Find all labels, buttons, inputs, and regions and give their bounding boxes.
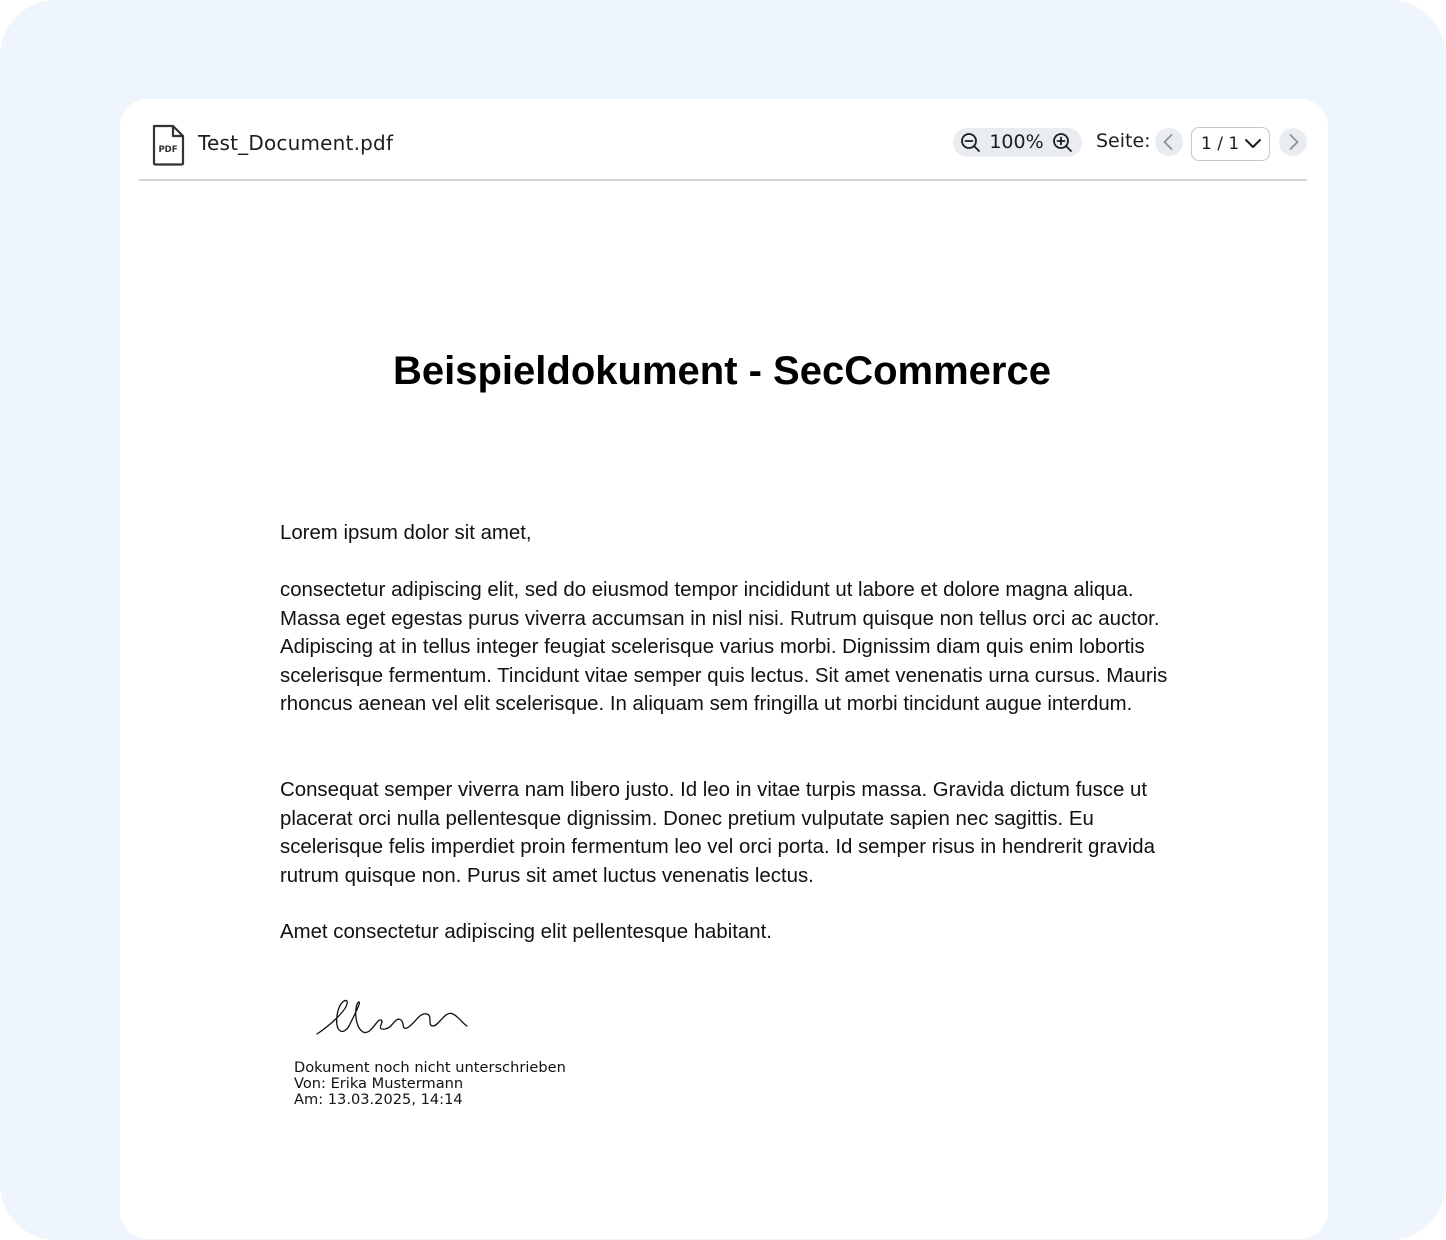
document-greeting: Lorem ipsum dolor sit amet, [280, 522, 532, 544]
handwritten-signature [315, 996, 475, 1041]
document-paragraph-2: Consequat semper viverra nam libero justo. Id leo in vitae turpis massa. Gravida dictum fusce ut placerat orci nulla pellentesque dignissim. Donec pretium vulputate sapien nec sagittis. Eu scelerisque felis imperdiet proin fermentum leo vel orci porta. Id semper risus in hendrerit gravida rutrum quisque non. Purus sit amet luctus venenatis lectus. [280, 779, 1155, 887]
chevron-left-icon [1155, 128, 1183, 156]
signature-date: Am: 13.03.2025, 14:14 [294, 1091, 463, 1108]
viewer-toolbar [139, 99, 1307, 181]
next-page-button[interactable] [1279, 128, 1307, 156]
document-title: Beispieldokument - SecCommerce [393, 349, 1051, 393]
pdf-file-icon [151, 124, 185, 166]
page-select[interactable] [1191, 127, 1270, 161]
previous-page-button[interactable] [1155, 128, 1183, 156]
file-name: Test_Document.pdf [198, 131, 394, 155]
signature-signer: Von: Erika Mustermann [294, 1075, 464, 1092]
zoom-control [953, 128, 1082, 157]
zoom-in-icon[interactable] [1051, 131, 1075, 155]
pdf-viewer [120, 99, 1328, 1239]
page-label: Seite: [1096, 130, 1151, 152]
chevron-down-icon [1244, 136, 1262, 150]
document-paragraph-1: consectetur adipiscing elit, sed do eiusmod tempor incididunt ut labore et dolore magna aliqua. Massa eget egestas purus viverra accumsan in nisl nisi. Rutrum quisque non tellus orci ac auctor. Adipiscing at in tellus integer feugiat scelerisque varius morbi. Dignissim diam quis enim lobortis scelerisque fermentum. Tincidunt vitae semper quis lectus. Sit amet venenatis urna cursus. Mauris rhoncus aenean vel elit scelerisque. In aliquam sem fringilla ut morbi tincidunt augue interdum. [280, 579, 1168, 716]
pdf-file-icon-label: PDF [158, 145, 178, 155]
signature-status: Dokument noch nicht unterschrieben [294, 1059, 566, 1076]
page-select-value: 1 / 1 [1201, 134, 1240, 154]
zoom-level: 100% [989, 131, 1044, 153]
chevron-right-icon [1279, 128, 1307, 156]
zoom-out-icon[interactable] [959, 131, 983, 155]
document-paragraph-3: Amet consectetur adipiscing elit pellentesque habitant. [280, 921, 772, 943]
signature-info [294, 1060, 566, 1108]
